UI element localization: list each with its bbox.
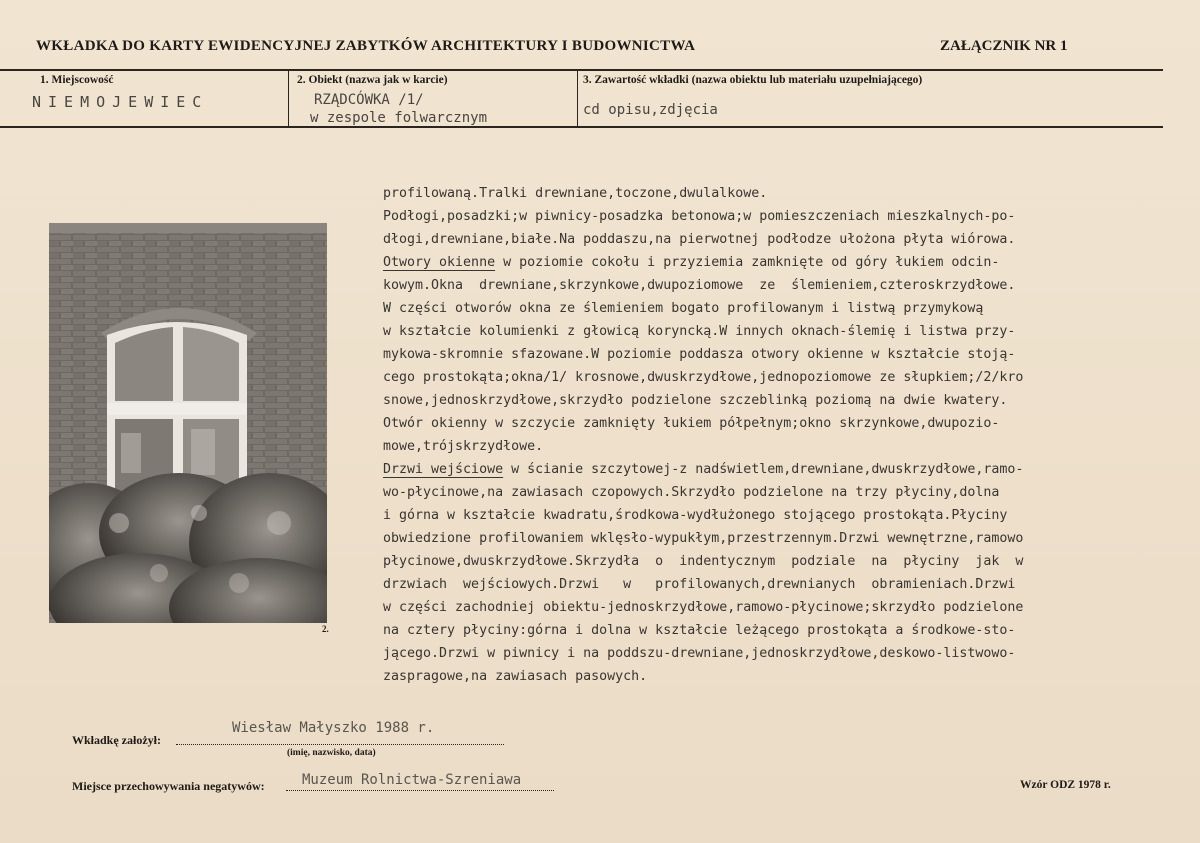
object-value-line2: w zespole folwarcznym — [310, 110, 488, 126]
text-line: mowe,trójskrzydłowe. — [383, 439, 544, 454]
form-model: Wzór ODZ 1978 r. — [1020, 779, 1111, 791]
object-value-line1: RZĄDCÓWKA /1/ — [314, 92, 424, 108]
text-line: w kształcie kolumienki z głowicą koryncką.W innych oknach-ślemię i listwa przy- — [383, 324, 1016, 339]
header-rule-top — [0, 69, 1163, 71]
text-line: cego prostokąta;okna/1/ krosnowe,dwuskrzydłowe,jednopoziomowe ze słupkiem;/2/kro — [383, 370, 1024, 385]
text-line: mykowa-skromnie sfazowane.W poziomie poddasza otwory okienne w kształcie stoją- — [383, 347, 1016, 362]
form-title: WKŁADKA DO KARTY EWIDENCYJNEJ ZABYTKÓW ARCHITEKTURY I BUDOWNICTWA — [36, 38, 696, 54]
locality-value: NIEMOJEWIEC — [32, 93, 209, 111]
storage-value: Muzeum Rolnictwa-Szreniawa — [302, 772, 522, 788]
photo-number: 2. — [322, 624, 329, 634]
storage-dotted-line — [286, 790, 554, 791]
object-label: 2. Obiekt (nazwa jak w karcie) — [297, 74, 448, 86]
contents-label: 3. Zawartość wkładki (nazwa obiektu lub materiału uzupełniającego) — [583, 74, 923, 86]
text-line: snowe,jednoskrzydłowe,skrzydło podzielone szczeblinką poziomą na dwie kwatery. — [383, 393, 1008, 408]
field-separator — [577, 70, 578, 127]
text-line: Podłogi,posadzki;w piwnicy-posadzka betonowa;w pomieszczeniach mieszkalnych-po- — [383, 209, 1016, 224]
author-value: Wiesław Małyszko 1988 r. — [232, 720, 435, 736]
text-line: w części zachodniej obiektu-jednoskrzydłowe,ramowo-płycinowe;skrzydło podzielone — [383, 600, 1024, 615]
text-line: Otwór okienny w szczycie zamknięty łukiem półpełnym;okno skrzynkowe,dwupozio- — [383, 416, 1000, 431]
author-label: Wkładkę założył: — [72, 733, 161, 747]
text-line: zaspragowe,na zawiasach pasowych. — [383, 669, 648, 684]
text-line: płycinowe,dwuskrzydłowe.Skrzydła o indentycznym podziale na płyciny jak w — [383, 554, 1024, 569]
text-line: W części otworów okna ze ślemieniem bogato profilowanym i listwą przymykową — [383, 301, 984, 316]
text-line: profilowaną.Tralki drewniane,toczone,dwulalkowe. — [383, 186, 768, 201]
author-sublabel: (imię, nazwisko, data) — [287, 748, 376, 758]
text-line-rest: w poziomie cokołu i przyziemia zamknięte od góry łukiem odcin- — [495, 255, 1000, 270]
header-rule-bottom — [0, 126, 1163, 128]
text-line: jącego.Drzwi w piwnicy i na poddszu-drewniane,jednoskrzydłowe,deskowo-listwowo- — [383, 646, 1016, 661]
text-line: na cztery płyciny:górna i dolna w kształcie leżącego prostokąta a środkowe-sto- — [383, 623, 1016, 638]
text-line: kowym.Okna drewniane,skrzynkowe,dwupoziomowe ze ślemieniem,czteroskrzydłowe. — [383, 278, 1016, 293]
underlined-keyword: Drzwi wejściowe — [383, 462, 504, 477]
author-dotted-line — [176, 744, 504, 745]
window-photo-image — [49, 223, 327, 623]
text-line: i górna w kształcie kwadratu,środkowa-wydłużonego stojącego prostokąta.Płyciny — [383, 508, 1008, 523]
text-line-underlined — [383, 251, 1183, 274]
underlined-keyword: Otwory okienne — [383, 255, 496, 270]
locality-label: 1. Miejscowość — [40, 74, 114, 86]
text-line: wo-płycinowe,na zawiasach czopowych.Skrzydło podzielone na trzy płyciny,dolna — [383, 485, 1000, 500]
text-line: drzwiach wejściowych.Drzwi w profilowanych,drewnianych obramieniach.Drzwi — [383, 577, 1016, 592]
text-line-rest: w ścianie szczytowej-z nadświetlem,drewniane,dwuskrzydłowe,ramo- — [503, 462, 1024, 477]
description-text — [383, 182, 1183, 688]
annex-number: ZAŁĄCZNIK NR 1 — [940, 38, 1068, 54]
building-photo — [49, 223, 327, 623]
contents-value: cd opisu,zdjęcia — [583, 102, 718, 118]
storage-label: Miejsce przechowywania negatywów: — [72, 779, 265, 793]
text-line-underlined — [383, 458, 1183, 481]
text-line: dłogi,drewniane,białe.Na poddaszu,na pierwotnej podłodze ułożona płyta wiórowa. — [383, 232, 1016, 247]
text-line: obwiedzione profilowaniem wklęsło-wypukłym,przestrzennym.Drzwi wewnętrzne,ramowo — [383, 531, 1024, 546]
field-separator — [288, 70, 289, 127]
